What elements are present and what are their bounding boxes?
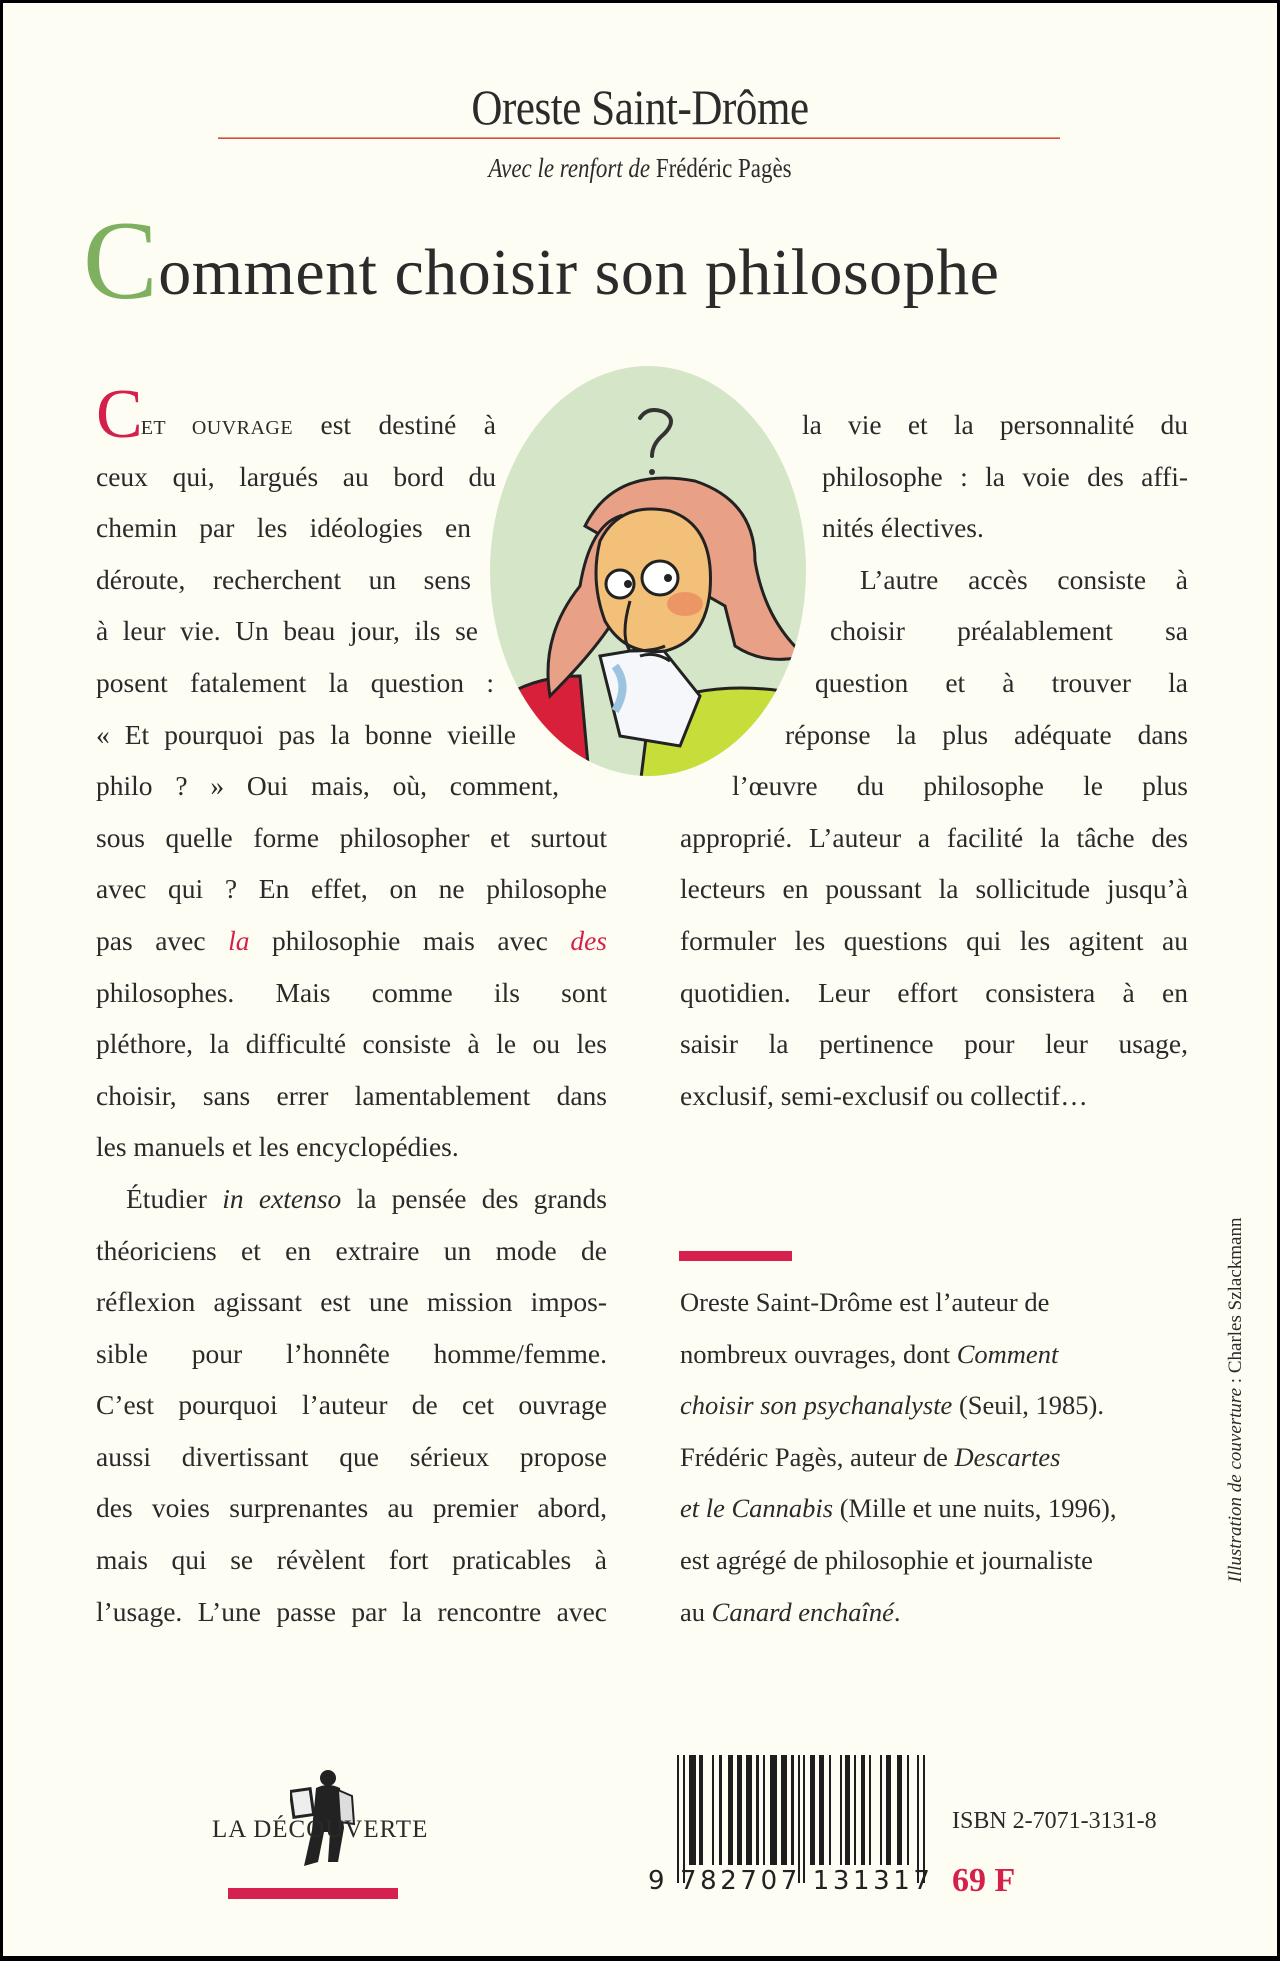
blurb-line: chemin par les idéologies en (96, 512, 471, 544)
blurb-text: la pensée des grands (341, 1182, 607, 1214)
emphasis-in-extenso: in extenso (222, 1182, 342, 1214)
blurb-line: pléthore, la difficulté consiste à le ou les (96, 1028, 607, 1060)
blurb-line: posent fatalement la question : (96, 666, 494, 698)
blurb-line: philo ? » Oui mais, où, comment, (96, 770, 559, 802)
bio-line (680, 1483, 1170, 1535)
blurb-line: les manuels et les encyclopédies. (96, 1131, 459, 1163)
blurb-line: C’est pourquoi l’auteur de cet ouvrage (96, 1389, 607, 1421)
bio-text: . (893, 1596, 901, 1627)
blurb-line: quotidien. Leur effort consistera à en (680, 976, 1188, 1008)
blurb-line: « Et pourquoi pas la bonne vieille (96, 718, 516, 750)
bio-text: au (680, 1596, 712, 1627)
blurb-line: philosophe : la voie des affi- (822, 460, 1188, 492)
bio-line (680, 1432, 1170, 1484)
blurb-line: la vie et la personnalité du (802, 409, 1188, 440)
blurb-line: l’œuvre du philosophe le plus (732, 770, 1188, 802)
bio-text: Frédéric Pagès, auteur de (680, 1441, 955, 1472)
blurb-line: lecteurs en poussant la sollicitude jusqu’à (680, 873, 1188, 905)
blurb-line: des voies surprenantes au premier abord, (96, 1492, 607, 1524)
blurb-text: pas avec (96, 924, 229, 956)
bio-line (680, 1587, 1170, 1639)
newspaper-ref: Canard enchaîné (711, 1596, 894, 1627)
blurb-text: est destiné à (293, 409, 496, 440)
blurb-text: Étudier (126, 1182, 223, 1214)
book-title-ref: et le Cannabis (680, 1493, 834, 1524)
publisher-rule (228, 1888, 398, 1899)
collaborator-line (96, 153, 1184, 184)
book-title (83, 199, 1000, 323)
barcode-icon (677, 1755, 931, 1883)
blurb-line: saisir la pertinence pour leur usage, (680, 1028, 1188, 1060)
blurb-text: philosophie mais avec (249, 924, 571, 956)
title-initial: C (83, 199, 159, 323)
drop-cap: C (96, 376, 143, 453)
small-caps-opening: ET OUVRAGE (140, 417, 294, 439)
blurb-line: exclusif, semi-exclusif ou collectif… (680, 1079, 1088, 1111)
blurb-line: avec qui ? En effet, on ne philosophe (96, 873, 607, 905)
illustration-credit (1225, 1218, 1247, 1583)
blurb-line: mais qui se révèlent fort praticables à (96, 1544, 607, 1576)
collaborator-name: Frédéric Pagès (655, 153, 792, 183)
bio-text: nombreux ouvrages, dont (680, 1338, 957, 1369)
barcode-digits: 9 782707 131317 (648, 1866, 934, 1896)
bio-line (680, 1329, 1170, 1381)
book-title-ref: Descartes (954, 1441, 1061, 1472)
blurb-line (96, 1173, 607, 1225)
credit-name: Charles Szlackmann (1225, 1217, 1246, 1374)
blurb-line (96, 915, 607, 967)
price: 69 F (952, 1862, 1016, 1899)
bio-rule (679, 1251, 792, 1261)
isbn: ISBN 2-7071-3131-8 (952, 1808, 1157, 1834)
bio-line: Oreste Saint-Drôme est l’auteur de (680, 1287, 1050, 1317)
blurb-line: déroute, recherchent un sens (96, 563, 471, 595)
blurb-line: formuler les questions qui les agitent au (680, 924, 1188, 956)
emphasis-la: la (228, 924, 250, 956)
author-bio (680, 1277, 1170, 1638)
blurb-line: l’usage. L’une passe par la rencontre avec (96, 1595, 607, 1627)
header-rule (218, 137, 1060, 139)
emphasis-des: des (570, 924, 607, 956)
credit-label: Illustration de couverture (1225, 1387, 1246, 1583)
publisher-name: LA DÉCOUVERTE (212, 1816, 429, 1843)
blurb-left-column (96, 376, 607, 1637)
blurb-line: à leur vie. Un beau jour, ils se (96, 615, 478, 647)
bio-line (680, 1380, 1170, 1432)
title-rest: omment choisir son philosophe (158, 236, 1000, 309)
blurb-line: question et à trouver la (815, 666, 1188, 698)
credit-separator: : (1225, 1373, 1246, 1388)
blurb-line: approprié. L’auteur a facilité la tâche des (680, 821, 1188, 853)
blurb-line: réflexion agissant est une mission impos- (96, 1286, 607, 1318)
blurb-line: nités électives. (822, 512, 984, 544)
blurb-line: sous quelle forme philosopher et surtout (96, 821, 607, 853)
blurb-line: ceux qui, largués au bord du (96, 460, 496, 492)
collaborator-prefix: Avec le renfort de (488, 153, 651, 183)
blurb-right-column (680, 399, 1188, 1121)
blurb-line: réponse la plus adéquate dans (785, 718, 1188, 750)
bio-text: (Seuil, 1985). (952, 1390, 1104, 1421)
book-title-ref: choisir son psychanalyste (680, 1390, 953, 1421)
blurb-line: théoriciens et en extraire un mode de (96, 1234, 607, 1266)
bio-text: (Mille et une nuits, 1996), (833, 1493, 1117, 1524)
blurb-line: L’autre accès consiste à (860, 563, 1188, 595)
bio-line: est agrégé de philosophie et journaliste (680, 1544, 1093, 1575)
book-title-ref: Comment (956, 1338, 1059, 1369)
author-name: Oreste Saint-Drôme (471, 79, 809, 135)
blurb-line: choisir, sans errer lamentablement dans (96, 1079, 607, 1111)
blurb-line: choisir préalablement sa (830, 615, 1188, 647)
blurb-line: aussi divertissant que sérieux propose (96, 1440, 607, 1472)
blurb-line: sible pour l’honnête homme/femme. (96, 1337, 607, 1369)
blurb-line: philosophes. Mais comme ils sont (96, 976, 607, 1008)
blurb-line (96, 376, 496, 453)
